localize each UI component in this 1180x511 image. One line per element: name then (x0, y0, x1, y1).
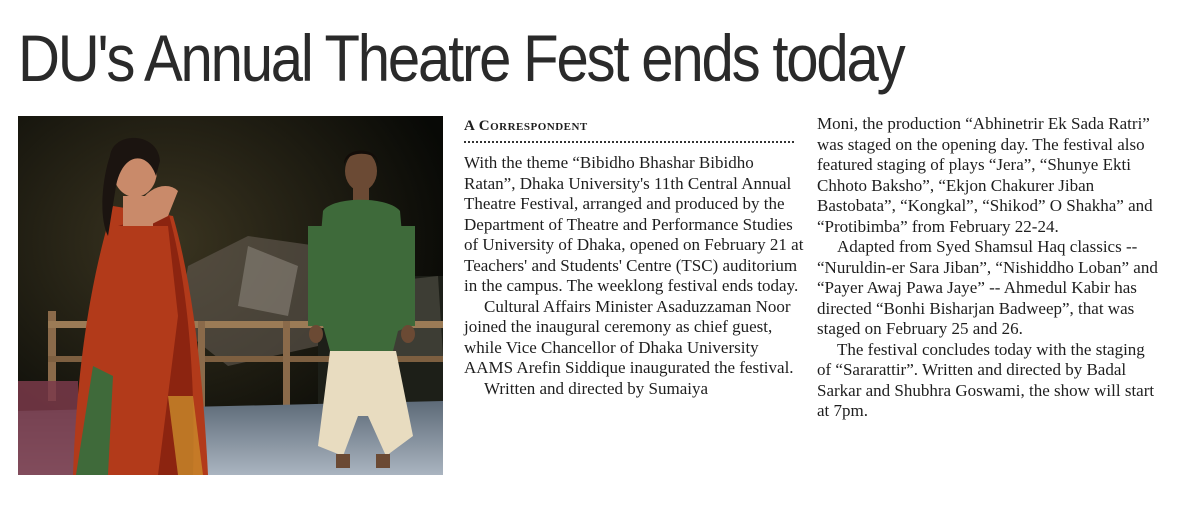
paragraph: Adapted from Syed Shamsul Haq classics -- “Nuruldin-er Sara Jiban”, “Nishiddho Loban” and “Payer Awaj Pawa Jaye” -- Ahmedul Kabir has directed “Bonhi Bisharjan Badweep”, that was staged on February 25 and 26. (817, 237, 1158, 338)
article-column-2 (817, 114, 1162, 422)
paragraph: The festival concludes today with the staging of “Sararattir”. Written and directed by Badal Sarkar and Shubhra Goswami, the show will start at 7pm. (817, 339, 1155, 420)
paragraph: Cultural Affairs Minister Asaduzzaman Noor joined the inaugural ceremony as chief guest, while Vice Chancellor of Dhaka University AAMS Arefin Siddique inaugurated the festival. (464, 296, 794, 377)
paragraph: Moni, the production “Abhinetrir Ek Sada Ratri” was staged on the opening day. The festival also featured staging of plays “Jera”, “Shunye Ekti Chhoto Baksho”, “Ekjon Chakurer Jiban Bastobata”, “Kongkal”, “Shikod” O Shakha” and “Protibimba” from February 22-24. (817, 114, 1153, 236)
paragraph: Written and directed by Sumaiya (484, 378, 709, 398)
byline: A Correspondent (464, 118, 588, 134)
stage-photo (18, 116, 443, 475)
paragraph: With the theme “Bibidho Bhashar Bibidho Ratan”, Dhaka University's 11th Central Annual Theatre Festival, arranged and produced by the Department of Theatre and Performance Studies of University of Dhaka, opened on February 21 at Teachers' and Students' Centre (TSC) auditorium in the campus. The weeklong festival ends today. (464, 153, 804, 295)
article-column-1 (464, 116, 804, 399)
headline: DU's Annual Theatre Fest ends today (18, 21, 904, 95)
byline-divider (464, 141, 794, 143)
